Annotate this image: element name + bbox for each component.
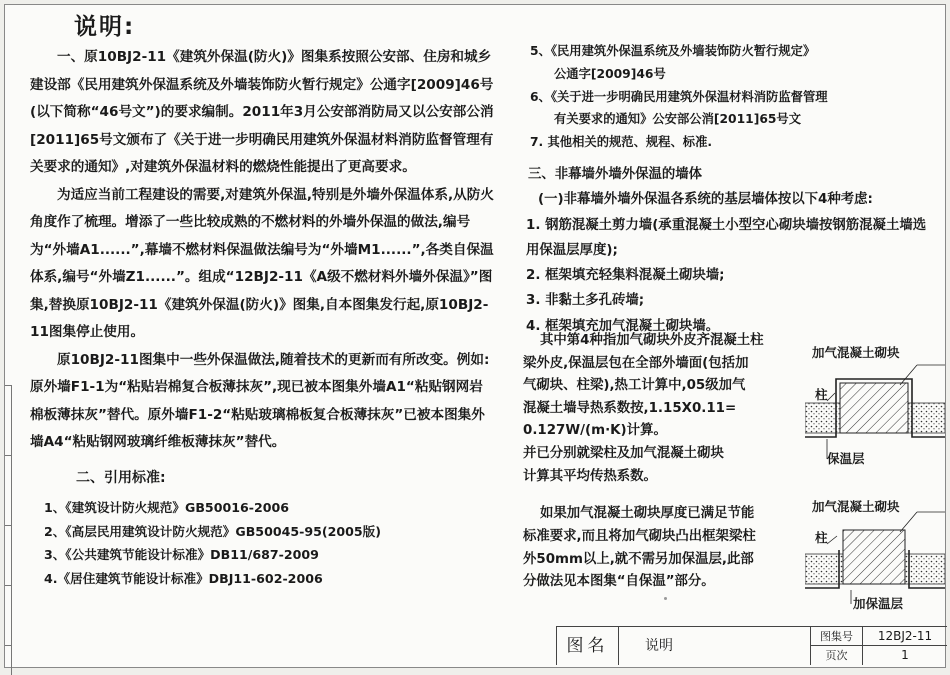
title-block <box>556 626 947 665</box>
figure-label: 加保温层 <box>853 596 904 611</box>
section3-subheading: (一)非幕墙外墙外保温各系统的基层墙体按以下4种考虑: <box>538 192 873 208</box>
figure-label: 柱 <box>815 387 828 402</box>
reference-item: 1、《建筑设计防火规范》GB50016-2006 <box>44 500 290 515</box>
drawing-name-label: 图名 <box>557 627 619 665</box>
text-line: 混凝土墙导热系数按,1.15X0.11= <box>523 400 737 416</box>
wall-type-item: 4. 框架填充加气混凝土砌块墙。 <box>526 318 720 334</box>
section1-paragraph-2: 为适应当前工程建设的需要,对建筑外保温,特别是外墙外保温体系,从防火角度作了梳理。增添了一些比较成熟的不燃材料的外墙外保温的做法,编号为“外墙A1......”,幕墙不燃材料保温做法编号为“外墙M1......”,各类自保温体系,编号“外墙Z1......”。组成“12BJ2-11《A级不燃材料外墙外保温》”图集,替换原10BJ2-11《建筑外保温(防火)》图集,自本图集发行起,原10BJ2-11图集停止使用。 <box>30 186 494 340</box>
text-line: 0.127W/(m·K)计算。 <box>523 423 667 439</box>
figure-label: 保温层 <box>827 451 865 466</box>
reference-item: 2、《高层民用建筑设计防火规范》GB50045-95(2005版) <box>44 523 382 539</box>
text-line: 标准要求,而且将加气砌块凸出框架梁柱 <box>523 528 756 544</box>
left-column <box>30 44 495 590</box>
page-title: 说明: <box>74 14 136 40</box>
text-line: 外50mm以上,就不需另加保温层,此部 <box>523 551 754 567</box>
text-line: 如果加气混凝土砌块厚度已满足节能 <box>540 506 755 521</box>
reference-item: 5、《民用建筑外保温系统及外墙装饰防火暂行规定》 <box>530 44 816 58</box>
reference-item: 3、《公共建筑节能设计标准》DB11/687-2009 <box>44 547 319 562</box>
reference-list <box>30 496 495 590</box>
concrete-beam <box>805 403 840 433</box>
reference-item-cont: 有关要求的通知》公安部公消[2011]65号文 <box>554 112 802 127</box>
binding-edge-marks <box>5 385 12 675</box>
right-reference-list <box>530 40 930 154</box>
section2-heading: 二、引用标准: <box>76 469 166 486</box>
scan-speck <box>664 597 667 600</box>
atlas-number-value: 12BJ2-11 <box>863 627 947 646</box>
text-line: 并已分别就梁柱及加气混凝土砌块 <box>523 445 724 461</box>
page-number-value: 1 <box>901 648 909 662</box>
figure-label: 加气混凝土砌块 <box>812 499 900 514</box>
reference-item: 4.《居住建筑节能设计标准》DBJ11-602-2006 <box>44 570 323 586</box>
aerated-block-paragraph <box>523 330 808 488</box>
section3-heading: 三、非幕墙外墙外保温的墙体 <box>528 167 703 182</box>
wall-section-figure-2 <box>805 500 945 619</box>
text-line: 计算其平均传热系数。 <box>523 468 657 484</box>
section1-paragraph-1: 一、原10BJ2-11《建筑外保温(防火)》图集系按照公安部、住房和城乡建设部《民用建筑外保温系统及外墙装饰防火暂行规定》公通字[2009]46号(以下简称“46号文”)的要求编制。2011年3月公安部消防局又以公安部公消[2011]65号文颁布了《关于进一步明确民用建筑外保温材料消防监督管理有关要求的通知》,对建筑外保温材料的燃烧性能提出了更高要求。 <box>30 49 494 175</box>
drawing-name-value: 说明 <box>619 627 811 665</box>
reference-item-cont: 公通字[2009]46号 <box>554 66 666 81</box>
wall-section-figure-1 <box>805 345 945 479</box>
figure-label: 柱 <box>815 530 828 545</box>
aerated-block <box>840 383 908 433</box>
text-line: 分做法见本图集“自保温”部分。 <box>523 574 715 590</box>
reference-item: 6、《关于进一步明确民用建筑外保温材料消防监督管理 <box>530 89 828 104</box>
wall-type-item: 3. 非黏土多孔砖墙; <box>526 293 645 309</box>
section3 <box>526 162 938 339</box>
figure-label: 加气混凝土砌块 <box>812 345 900 360</box>
section1-paragraph-3: 原10BJ2-11图集中一些外保温做法,随着技术的更新而有所改变。例如:原外墙F1-1为“粘贴岩棉复合板薄抹灰”,现已被本图集外墙A1“粘贴钢网岩棉板薄抹灰”替代。原外墙F1-2“粘贴玻璃棉板复合板薄抹灰”已被本图集外墙A4“粘贴钢网玻璃纤维板薄抹灰”替代。 <box>30 351 490 450</box>
page-number-label: 页次 <box>811 646 863 665</box>
wall-type-item: 2. 框架填充轻集料混凝土砌块墙; <box>526 268 725 284</box>
text-line: 气砌块、柱梁),热工计算中,05级加气 <box>523 378 746 394</box>
text-line: 梁外皮,保温层包在全部外墙面(包括加 <box>523 355 749 371</box>
text-line: 其中第4种指加气砌块外皮齐混凝土柱 <box>540 333 764 348</box>
reference-item: 7. 其他相关的规范、规程、标准. <box>530 135 713 150</box>
wall-type-item: 1. 钢筋混凝土剪力墙(承重混凝土小型空心砌块墙按钢筋混凝土墙选用保温层厚度); <box>526 217 927 258</box>
self-insulation-paragraph <box>523 503 808 594</box>
atlas-number-label: 图集号 <box>811 627 863 646</box>
